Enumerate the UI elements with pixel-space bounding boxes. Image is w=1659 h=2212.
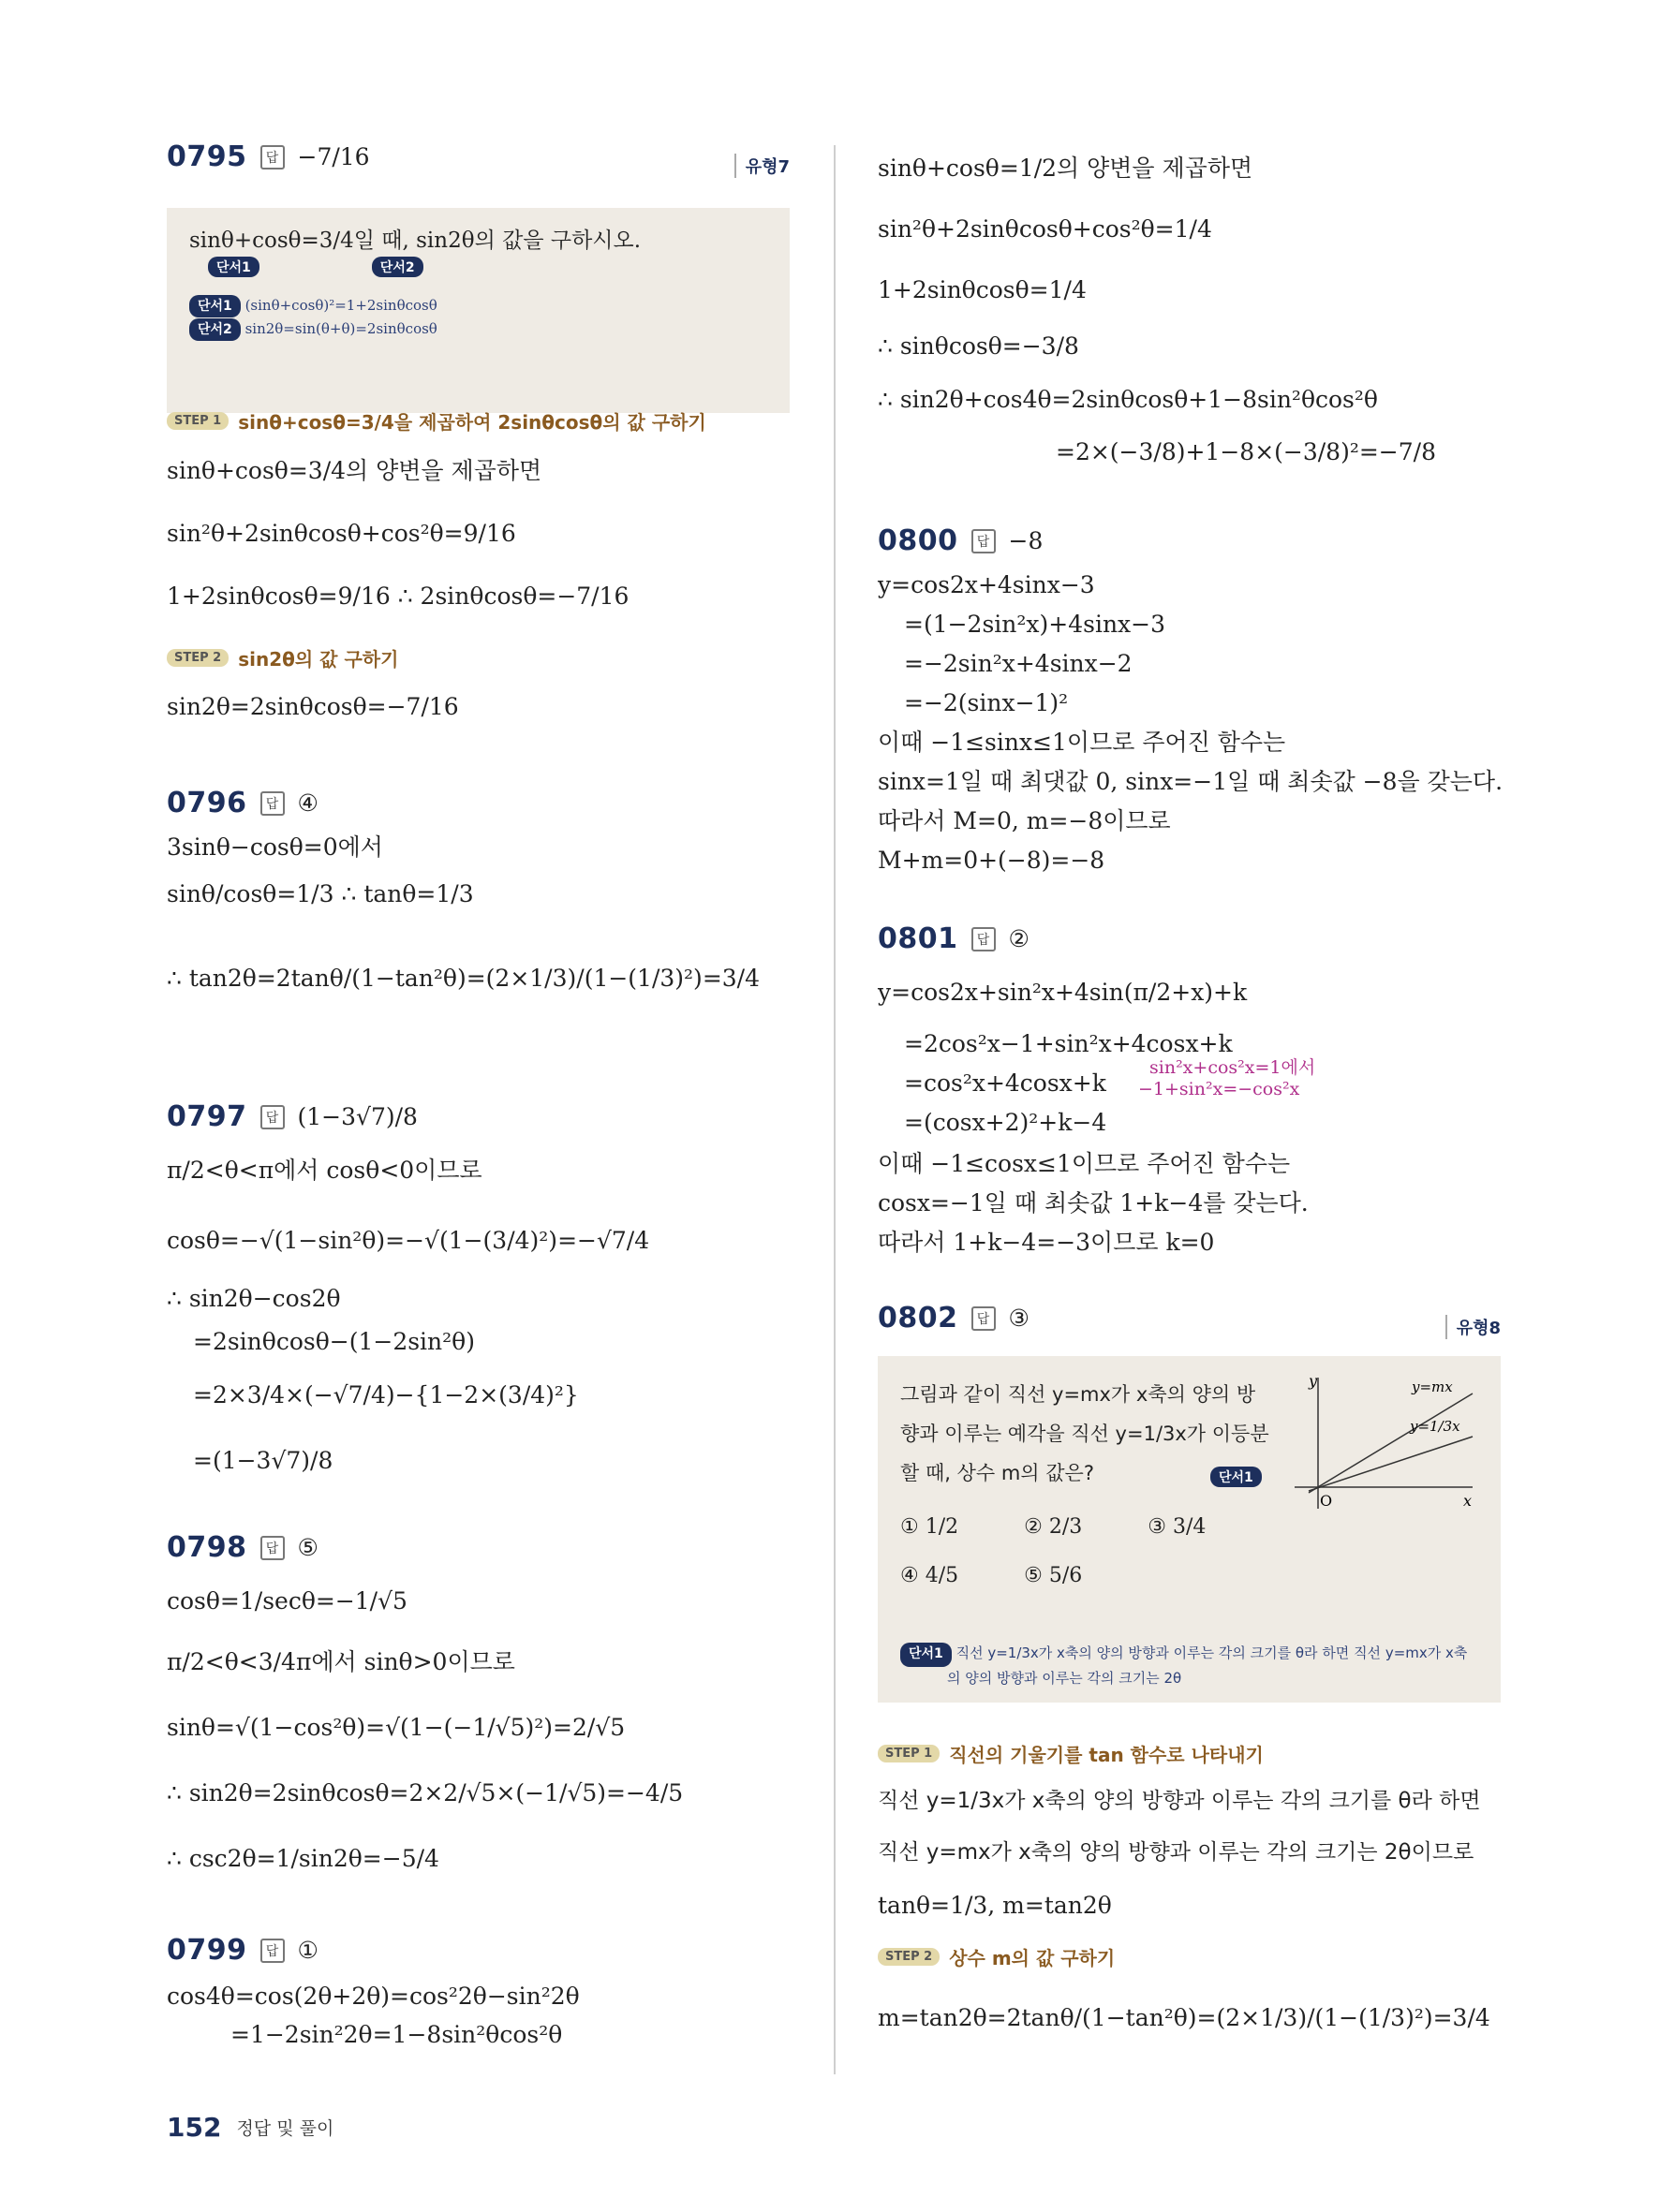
step-title: sinθ+cosθ=3/4을 제곱하여 2sinθcosθ의 값 구하기	[238, 411, 706, 434]
hint-text: 의 양의 방향과 이루는 각의 크기는 2θ	[947, 1669, 1182, 1687]
type-tag: 유형8	[1445, 1315, 1501, 1339]
answer-label: 답	[260, 1536, 285, 1560]
solution-line: =−2sin²x+4sinx−2	[904, 650, 1133, 677]
answer-label: 답	[971, 1306, 996, 1331]
hint2-text: sin2θ=sin(θ+θ)=2sinθcosθ	[244, 319, 437, 337]
solution-line: =2sinθcosθ−(1−2sin²θ)	[193, 1328, 475, 1355]
solution-line: sinθ/cosθ=1/3 ∴ tanθ=1/3	[167, 880, 474, 907]
graph-figure	[1290, 1373, 1477, 1513]
answer-label: 답	[260, 1105, 285, 1129]
step1-0795	[167, 407, 790, 435]
choice-1[interactable]: ① 1/2	[900, 1515, 959, 1539]
solution-line: =2cos²x−1+sin²x+4cosx+k	[904, 1030, 1233, 1057]
problem-0795	[167, 140, 790, 177]
side-note: sin²x+cos²x=1에서	[1149, 1057, 1316, 1078]
type-tag: 유형7	[734, 154, 790, 178]
answer: ⑤	[297, 1534, 318, 1561]
line-mx	[1309, 1394, 1473, 1493]
problem-0797	[167, 1100, 790, 1133]
step-badge: STEP 2	[878, 1948, 940, 1966]
hint-text: 직선 y=1/3x가 x축의 양의 방향과 이루는 각의 크기를 θ라 하면 직선 y=mx가 x축	[955, 1644, 1468, 1661]
problem-0799	[167, 1934, 790, 1967]
step2-0802	[878, 1943, 1501, 1970]
solution-line: ∴ tan2θ=2tanθ/(1−tan²θ)=(2×1/3)/(1−(1/3)²)=3/4	[167, 965, 760, 992]
solution-line: =2×3/4×(−√7/4)−{1−2×(3/4)²}	[193, 1381, 579, 1408]
solution-line: sinθ+cosθ=3/4의 양변을 제곱하면	[167, 457, 542, 484]
problem-box-0795	[167, 208, 790, 413]
solution-line: sinx=1일 때 최댓값 0, sinx=−1일 때 최솟값 −8을 갖는다.	[878, 768, 1503, 795]
step-title: sin2θ의 값 구하기	[238, 648, 399, 671]
step-badge: STEP 1	[878, 1745, 940, 1762]
solution-line: π/2<θ<π에서 cosθ<0이므로	[167, 1157, 482, 1184]
solution-line: 따라서 1+k−4=−3이므로 k=0	[878, 1229, 1215, 1256]
choice-3[interactable]: ③ 3/4	[1148, 1515, 1207, 1539]
solution-line: π/2<θ<3/4π에서 sinθ>0이므로	[167, 1648, 515, 1675]
answer: −7/16	[297, 143, 370, 170]
hint1-badge: 단서1	[900, 1643, 952, 1667]
choice-5[interactable]: ⑤ 5/6	[1024, 1564, 1083, 1587]
page-footer	[167, 2112, 333, 2143]
solution-line: ∴ sin2θ−cos2θ	[167, 1285, 341, 1312]
step-title: 직선의 기울기를 tan 함수로 나타내기	[949, 1744, 1264, 1766]
answer: ③	[1008, 1305, 1029, 1332]
y-axis-label: y	[1309, 1373, 1318, 1390]
problem-text: 그림과 같이 직선 y=mx가 x축의 양의 방	[900, 1383, 1256, 1406]
answer: ②	[1008, 925, 1029, 952]
problem-0801	[878, 922, 1501, 955]
solution-line: ∴ sin2θ=2sinθcosθ=2×2/√5×(−1/√5)=−4/5	[167, 1779, 684, 1806]
solution-line: sin²θ+2sinθcosθ+cos²θ=1/4	[878, 215, 1212, 243]
problem-text: 향과 이루는 예각을 직선 y=1/3x가 이등분	[900, 1423, 1269, 1445]
step-badge: STEP 1	[167, 412, 229, 430]
solution-line: cosx=−1일 때 최솟값 1+k−4를 갖는다.	[878, 1189, 1309, 1217]
solution-line: 따라서 M=0, m=−8이므로	[878, 807, 1171, 834]
solution-line: y=cos2x+4sinx−3	[878, 571, 1095, 598]
problem-number: 0799	[167, 1934, 247, 1967]
solution-line: sinθ=√(1−cos²θ)=√(1−(−1/√5)²)=2/√5	[167, 1714, 626, 1741]
origin-label: O	[1320, 1492, 1333, 1510]
problem-number: 0797	[167, 1100, 247, 1133]
side-note: −1+sin²x=−cos²x	[1138, 1079, 1300, 1099]
problem-text: sinθ+cosθ=3/4일 때, sin2θ의 값을 구하시오.	[189, 229, 642, 253]
solution-line: cos4θ=cos(2θ+2θ)=cos²2θ−sin²2θ	[167, 1983, 580, 2010]
line-third-x	[1309, 1437, 1473, 1491]
problem-number: 0798	[167, 1531, 247, 1564]
solution-line: M+m=0+(−8)=−8	[878, 847, 1105, 874]
step-title: 상수 m의 값 구하기	[949, 1947, 1116, 1969]
problem-box-0802	[878, 1356, 1501, 1703]
solution-line: cosθ=−√(1−sin²θ)=−√(1−(3/4)²)=−√7/4	[167, 1227, 650, 1254]
solution-line: cosθ=1/secθ=−1/√5	[167, 1587, 407, 1615]
solution-line: ∴ csc2θ=1/sin2θ=−5/4	[167, 1845, 439, 1872]
line-third-x-label: y=1/3x	[1410, 1418, 1460, 1435]
solution-line: sinθ+cosθ=1/2의 양변을 제곱하면	[878, 155, 1253, 182]
solution-line: 1+2sinθcosθ=1/4	[878, 276, 1087, 303]
solution-line: =cos²x+4cosx+k	[904, 1069, 1106, 1097]
answer: (1−3√7)/8	[297, 1103, 418, 1130]
solution-line: =2×(−3/8)+1−8×(−3/8)²=−7/8	[1056, 438, 1436, 465]
choice-4[interactable]: ④ 4/5	[900, 1564, 959, 1587]
hint2-badge: 단서2	[372, 257, 423, 277]
choices-row-2	[900, 1564, 1082, 1587]
answer: −8	[1008, 527, 1044, 554]
solution-line: 직선 y=mx가 x축의 양의 방향과 이루는 각의 크기는 2θ이므로	[878, 1840, 1474, 1865]
footer-title: 정답 및 풀이	[236, 2118, 334, 2139]
solution-line: =(1−3√7)/8	[193, 1447, 333, 1474]
problem-0800	[878, 524, 1501, 557]
solution-line: 이때 −1≤cosx≤1이므로 주어진 함수는	[878, 1150, 1291, 1177]
step1-0802	[878, 1740, 1501, 1767]
answer-label: 답	[971, 927, 996, 951]
problem-0796	[167, 787, 790, 819]
problem-number: 0795	[167, 140, 247, 173]
answer-label: 답	[260, 791, 285, 816]
problem-text: 할 때, 상수 m의 값은?	[900, 1462, 1094, 1484]
column-divider	[834, 145, 836, 2074]
hint-explanation	[900, 1642, 1467, 1690]
hint1-badge: 단서1	[189, 295, 241, 317]
solution-line: ∴ sinθcosθ=−3/8	[878, 332, 1079, 360]
solution-line: 직선 y=1/3x가 x축의 양의 방향과 이루는 각의 크기를 θ라 하면	[878, 1789, 1481, 1813]
solution-line: ∴ sin2θ+cos4θ=2sinθcosθ+1−8sin²θcos²θ	[878, 386, 1378, 413]
hint2-badge: 단서2	[189, 318, 241, 341]
solution-line: sin²θ+2sinθcosθ+cos²θ=9/16	[167, 520, 516, 547]
problem-0802	[878, 1302, 1501, 1338]
solution-line: 1+2sinθcosθ=9/16 ∴ 2sinθcosθ=−7/16	[167, 582, 630, 610]
answer-label: 답	[260, 145, 285, 170]
choice-2[interactable]: ② 2/3	[1024, 1515, 1083, 1539]
line-mx-label: y=mx	[1412, 1379, 1453, 1395]
hint1-badge: 단서1	[208, 257, 259, 277]
page-number: 152	[167, 2112, 222, 2143]
answer-label: 답	[971, 529, 996, 553]
solution-line: =(cosx+2)²+k−4	[904, 1109, 1107, 1136]
step2-0795	[167, 644, 790, 671]
problem-number: 0801	[878, 922, 958, 955]
solution-line: 3sinθ−cosθ=0에서	[167, 833, 383, 861]
solution-line: 이때 −1≤sinx≤1이므로 주어진 함수는	[878, 729, 1286, 756]
hint1-text: (sinθ+cosθ)²=1+2sinθcosθ	[244, 296, 437, 314]
problem-number: 0802	[878, 1302, 958, 1335]
solution-line: sin2θ=2sinθcosθ=−7/16	[167, 693, 459, 720]
solution-line: tanθ=1/3, m=tan2θ	[878, 1892, 1112, 1919]
solution-line: m=tan2θ=2tanθ/(1−tan²θ)=(2×1/3)/(1−(1/3)²)=3/4	[878, 2004, 1490, 2031]
x-axis-label: x	[1463, 1492, 1473, 1510]
hint1-badge: 단서1	[1210, 1467, 1262, 1487]
solution-line: =−2(sinx−1)²	[904, 689, 1069, 716]
answer-label: 답	[260, 1939, 285, 1963]
answer: ④	[297, 789, 318, 817]
answer: ①	[297, 1937, 318, 1964]
problem-number: 0796	[167, 787, 247, 819]
choices-row-1	[900, 1515, 1206, 1539]
problem-number: 0800	[878, 524, 958, 557]
problem-0798	[167, 1531, 790, 1564]
solution-line: y=cos2x+sin²x+4sin(π/2+x)+k	[878, 979, 1248, 1006]
step-badge: STEP 2	[167, 649, 229, 667]
solution-line: =1−2sin²2θ=1−8sin²θcos²θ	[230, 2021, 563, 2048]
solution-line: =(1−2sin²x)+4sinx−3	[904, 611, 1165, 638]
